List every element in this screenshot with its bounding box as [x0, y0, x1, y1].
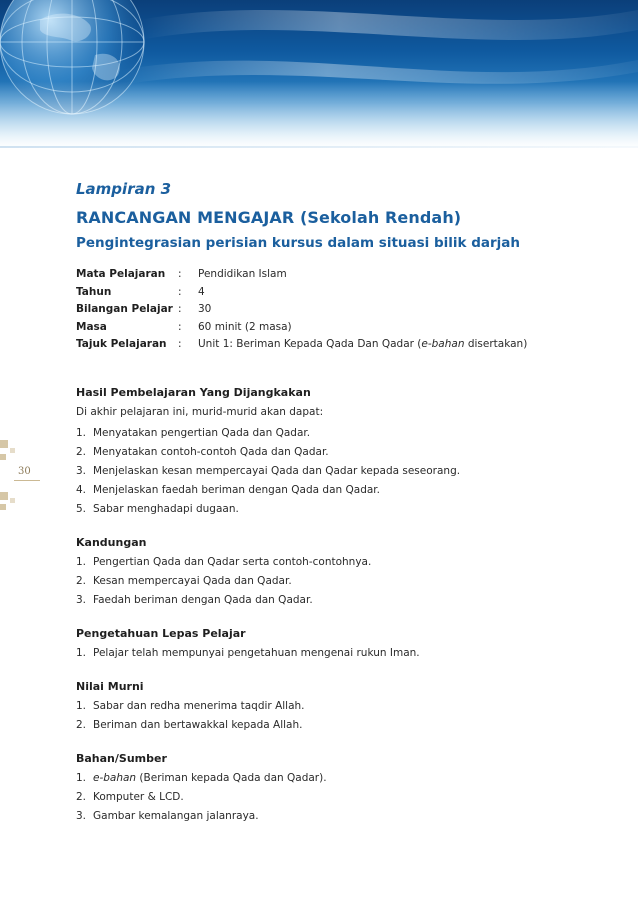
info-key: Mata Pelajaran — [76, 268, 166, 280]
section-heading: Kandungan — [76, 535, 147, 549]
header-banner — [0, 0, 638, 148]
info-row: Bilangan Pelajar : 30 — [76, 303, 527, 321]
info-key: Masa — [76, 320, 107, 333]
materials-list — [76, 772, 596, 829]
section-intro: Di akhir pelajaran ini, murid-murid akan dapat: — [76, 405, 324, 418]
info-value: Pendidikan Islam — [198, 268, 287, 280]
info-row: Tahun : 4 — [76, 286, 527, 304]
page-subtitle: Pengintegrasian perisian kursus dalam situasi bilik darjah — [76, 235, 520, 251]
content-list — [76, 556, 596, 613]
section-heading: Nilai Murni — [76, 679, 144, 693]
appendix-label: Lampiran 3 — [76, 180, 172, 198]
info-value: 60 minit (2 masa) — [198, 320, 292, 333]
outcome-list — [76, 427, 596, 522]
info-value: Unit 1: Beriman Kepada Qada Dan Qadar (e-bahan disertakan) — [198, 338, 528, 350]
info-row: Masa : 60 minit (2 masa) — [76, 321, 527, 339]
list-item: 1. e-bahan (Beriman kepada Qada dan Qadar). — [76, 771, 327, 784]
document-body — [76, 180, 596, 843]
page-margin-decoration — [0, 440, 42, 530]
list-item: 3. Gambar kemalangan jalanraya. — [76, 809, 259, 822]
list-item: 1. Pelajar telah mempunyai pengetahuan mengenai rukun Iman. — [76, 646, 420, 659]
page-title: RANCANGAN MENGAJAR (Sekolah Rendah) — [76, 208, 462, 227]
section-content — [76, 536, 596, 613]
section-prior-knowledge — [76, 627, 596, 666]
list-item: 2. Menyatakan contoh-contoh Qada dan Qadar. — [76, 445, 329, 458]
list-item: 5. Sabar menghadapi dugaan. — [76, 502, 239, 515]
section-heading: Hasil Pembelajaran Yang Dijangkakan — [76, 385, 311, 399]
list-item: 2. Beriman dan bertawakkal kepada Allah. — [76, 718, 303, 731]
list-item: 1. Menyatakan pengertian Qada dan Qadar. — [76, 426, 311, 439]
section-values — [76, 680, 596, 738]
info-key: Tajuk Pelajaran — [76, 338, 167, 350]
list-item: 1. Sabar dan redha menerima taqdir Allah. — [76, 699, 305, 712]
list-item: 2. Komputer & LCD. — [76, 790, 184, 803]
list-item: 3. Menjelaskan kesan mempercayai Qada dan Qadar kepada seseorang. — [76, 464, 461, 477]
section-heading: Pengetahuan Lepas Pelajar — [76, 626, 246, 640]
list-item: 3. Faedah beriman dengan Qada dan Qadar. — [76, 593, 313, 606]
info-value: 4 — [198, 285, 205, 298]
page-number-rule — [14, 480, 40, 481]
section-materials — [76, 752, 596, 829]
list-item: 1. Pengertian Qada dan Qadar serta contoh-contohnya. — [76, 555, 372, 568]
prior-knowledge-list — [76, 647, 596, 666]
section-learning-outcomes — [76, 386, 596, 522]
lesson-info-table — [76, 268, 527, 356]
info-key: Tahun — [76, 285, 112, 298]
info-value: 30 — [198, 303, 212, 315]
info-row: Tajuk Pelajaran : Unit 1: Beriman Kepada Qada Dan Qadar (e-bahan disertakan) — [76, 338, 527, 356]
values-list — [76, 700, 596, 738]
info-row: Mata Pelajaran : Pendidikan Islam — [76, 268, 527, 286]
section-heading: Bahan/Sumber — [76, 751, 167, 765]
page-number: 30 — [18, 466, 31, 477]
list-item: 2. Kesan mempercayai Qada dan Qadar. — [76, 574, 292, 587]
info-key: Bilangan Pelajar — [76, 303, 173, 315]
list-item: 4. Menjelaskan faedah beriman dengan Qada dan Qadar. — [76, 483, 380, 496]
